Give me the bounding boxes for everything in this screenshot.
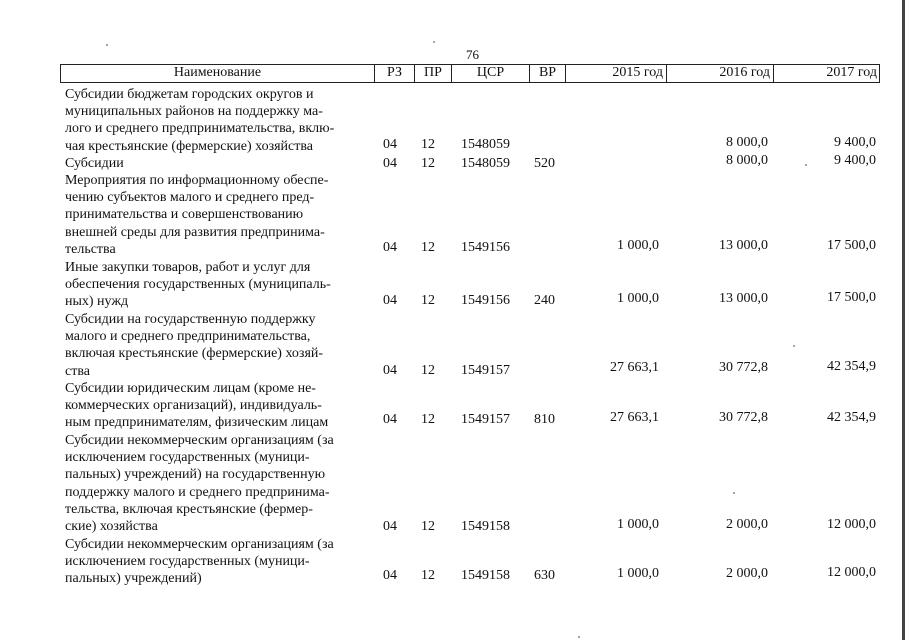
row-name: Мероприятия по информационному обеспе- чению субъектов малого и среднего пред- принимательства и совершенствованию внешней среды для развития предпринима- тельства [65,173,329,257]
row-csr: 1549158 [461,519,510,534]
row-rz: 04 [383,156,397,171]
row-rz: 04 [383,412,397,427]
row-pr: 12 [421,519,435,534]
row-2017: 17 500,0 [827,238,876,253]
row-2015: 1 000,0 [617,238,659,253]
header-pr: ПР [414,65,451,82]
table-row [60,86,880,156]
row-pr: 12 [421,412,435,427]
header-vr: ВР [529,65,565,82]
row-2017: 17 500,0 [827,290,876,305]
row-2016: 8 000,0 [726,153,768,168]
row-rz: 04 [383,137,397,152]
row-name: Субсидии [65,156,124,171]
row-2015: 1 000,0 [617,291,659,306]
table-row [60,536,880,590]
row-2016: 30 772,8 [719,410,768,425]
row-2016: 2 000,0 [726,517,768,532]
table-header [60,64,880,83]
row-rz: 04 [383,293,397,308]
row-vr: 240 [534,293,555,308]
row-2016: 30 772,8 [719,360,768,375]
row-csr: 1548059 [461,156,510,171]
table-row [60,432,880,538]
row-rz: 04 [383,568,397,583]
table-row [60,155,880,173]
row-2016: 2 000,0 [726,566,768,581]
row-2015: 27 663,1 [610,360,659,375]
header-2015: 2015 год [565,65,666,82]
row-2017: 42 354,9 [827,359,876,374]
row-vr: 630 [534,568,555,583]
scan-speck [433,41,435,43]
row-2016: 13 000,0 [719,238,768,253]
table-row [60,259,880,313]
row-csr: 1549156 [461,240,510,255]
row-2015: 1 000,0 [617,517,659,532]
row-vr: 520 [534,156,555,171]
row-name: Субсидии юридическим лицам (кроме не- коммерческих организаций), индивидуаль- ным предпринимателям, физическим лицам [65,381,329,431]
row-2016: 13 000,0 [719,291,768,306]
budget-table [60,64,880,587]
row-2017: 12 000,0 [827,565,876,580]
row-pr: 12 [421,137,435,152]
row-name: Субсидии бюджетам городских округов и муниципальных районов на поддержку ма- лого и среднего предпринимательства, вклю- чая крестьянские (фермерские) хозяйства [65,87,335,154]
row-rz: 04 [383,240,397,255]
row-csr: 1549158 [461,568,510,583]
header-2017: 2017 год [773,65,880,82]
header-csr: ЦСР [451,65,529,82]
row-name: Субсидии некоммерческим организациям (за исключением государственных (муници- пальных) учреждений) на государственную поддержку малого и среднего предпринима- тельства, включая крестьянские (фермер- ские) хозяйства [65,433,334,535]
header-2016: 2016 год [666,65,773,82]
row-csr: 1549156 [461,293,510,308]
table-row [60,311,880,381]
row-2017: 12 000,0 [827,517,876,532]
scan-speck [805,164,807,166]
row-pr: 12 [421,156,435,171]
row-pr: 12 [421,363,435,378]
row-rz: 04 [383,363,397,378]
scan-speck [578,636,580,638]
scan-speck [733,492,735,494]
row-csr: 1549157 [461,412,510,427]
row-pr: 12 [421,568,435,583]
table-row [60,380,880,434]
row-name: Субсидии на государственную поддержку малого и среднего предпринимательства, включая крестьянские (фермерские) хозяй- ства [65,312,324,379]
row-name: Субсидии некоммерческим организациям (за исключением государственных (муници- пальных) учреждений) [65,537,334,587]
row-vr: 810 [534,412,555,427]
row-csr: 1548059 [461,137,510,152]
row-2017: 9 400,0 [834,135,876,150]
scan-speck [106,44,108,46]
row-2016: 8 000,0 [726,135,768,150]
row-csr: 1549157 [461,363,510,378]
header-name: Наименование [173,65,262,80]
page-number: 76 [466,47,479,62]
row-2017: 42 354,9 [827,410,876,425]
row-pr: 12 [421,293,435,308]
row-rz: 04 [383,519,397,534]
row-name: Иные закупки товаров, работ и услуг для обеспечения государственных (муниципаль- ных) нужд [65,260,331,310]
row-2017: 9 400,0 [834,153,876,168]
header-rz: РЗ [374,65,414,82]
scan-speck [793,345,795,347]
row-2015: 1 000,0 [617,566,659,581]
table-row [60,172,880,260]
row-2015: 27 663,1 [610,410,659,425]
row-pr: 12 [421,240,435,255]
